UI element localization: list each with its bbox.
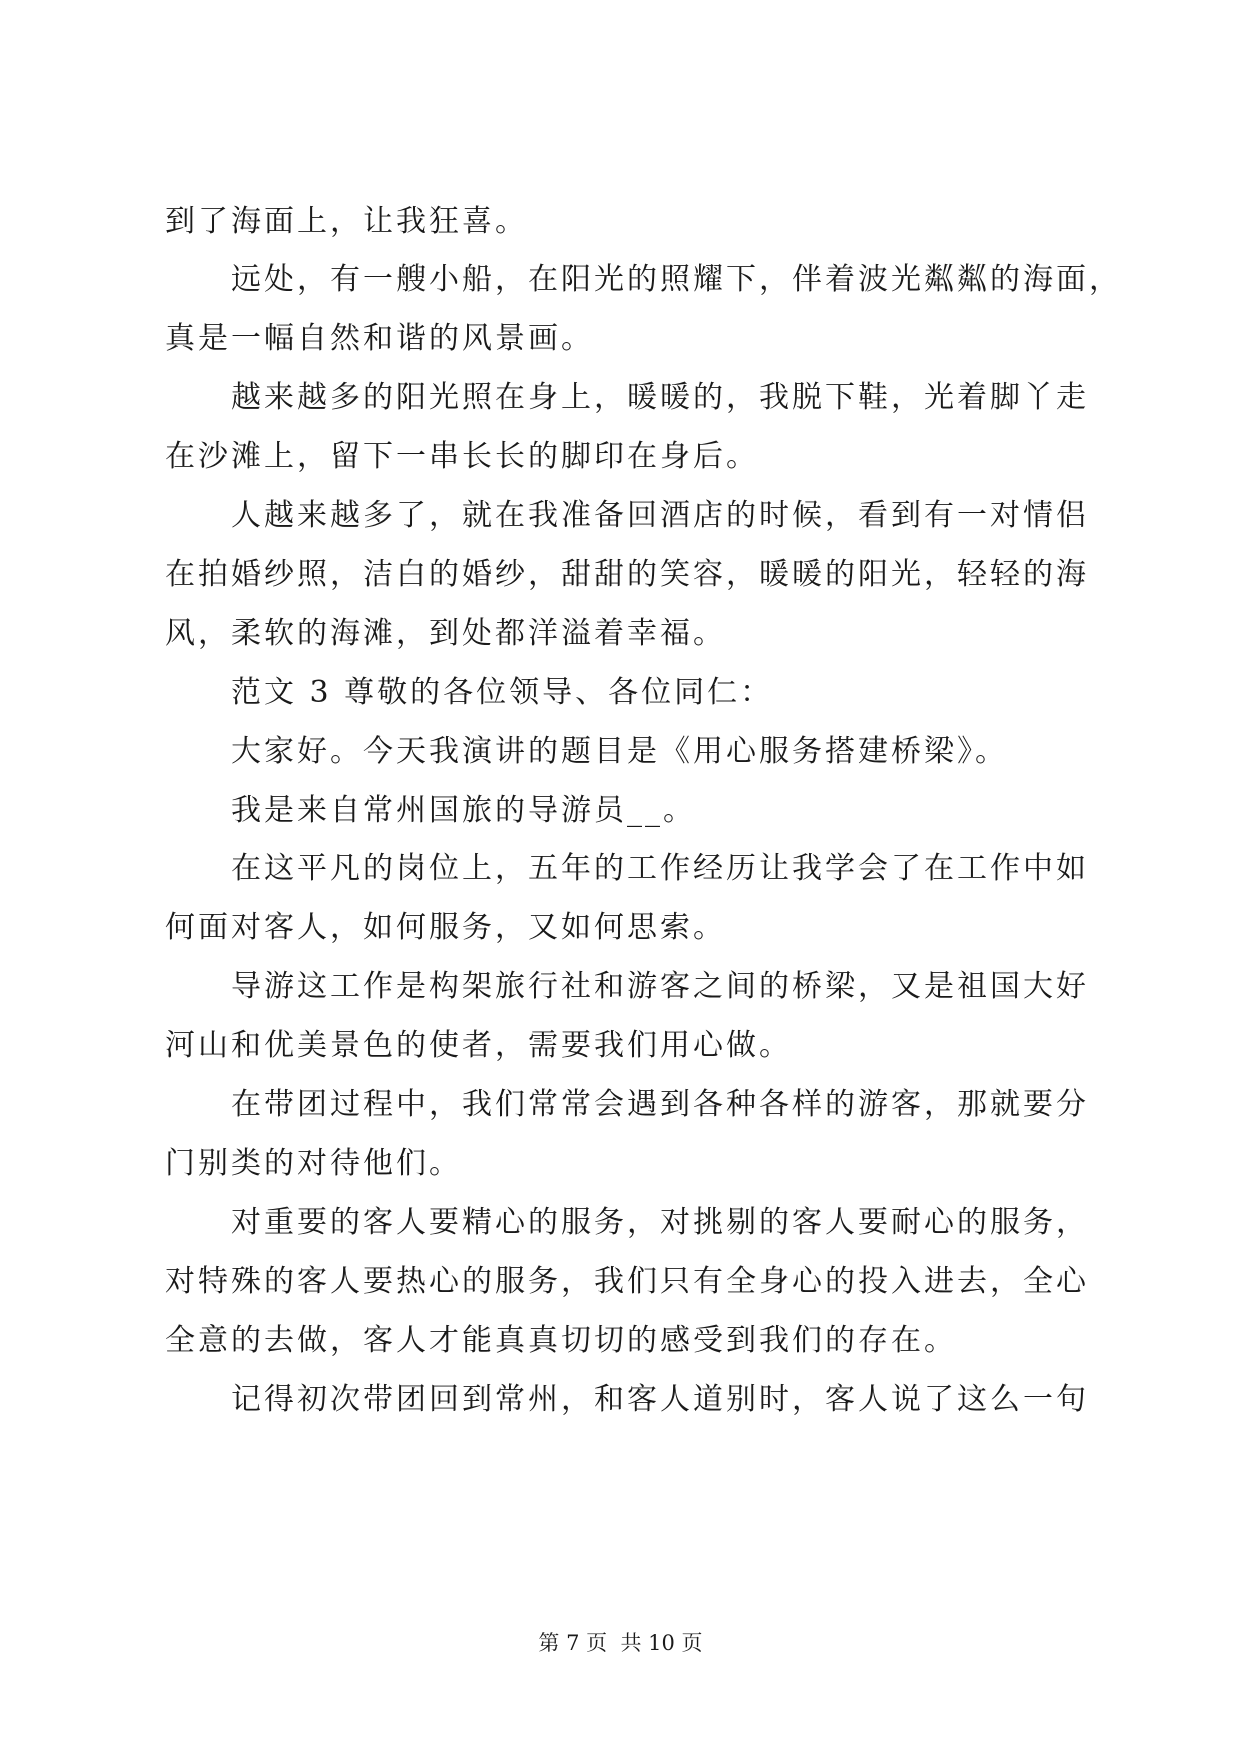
text-line: 人越来越多了，就在我准备回酒店的时候，看到有一对情侣 — [231, 498, 1089, 533]
text-line: 在拍婚纱照，洁白的婚纱，甜甜的笑容，暖暖的阳光，轻轻的海 — [165, 557, 1089, 592]
text-line: 对特殊的客人要热心的服务，我们只有全身心的投入进去，全心 — [165, 1264, 1089, 1299]
text-line: 风，柔软的海滩，到处都洋溢着幸福。 — [165, 616, 726, 651]
text-line: 门别类的对待他们。 — [165, 1146, 462, 1181]
text-line: 大家好。今天我演讲的题目是《用心服务搭建桥梁》。 — [231, 734, 1008, 769]
page-number: 第 7 页 共 10 页 — [538, 1631, 703, 1655]
text-line: 河山和优美景色的使者，需要我们用心做。 — [165, 1028, 792, 1063]
text-line: 越来越多的阳光照在身上，暖暖的，我脱下鞋，光着脚丫走 — [231, 380, 1089, 415]
text-line: 导游这工作是构架旅行社和游客之间的桥梁，又是祖国大好 — [231, 969, 1089, 1004]
text-line: 在带团过程中，我们常常会遇到各种各样的游客，那就要分 — [231, 1087, 1089, 1122]
text-line: 对重要的客人要精心的服务，对挑剔的客人要耐心的服务， — [231, 1205, 1089, 1240]
text-line: 何面对客人，如何服务，又如何思索。 — [165, 910, 726, 945]
text-line: 记得初次带团回到常州，和客人道别时，客人说了这么一句 — [231, 1382, 1089, 1417]
text-line: 在沙滩上，留下一串长长的脚印在身后。 — [165, 439, 759, 474]
text-line: 我是来自常州国旅的导游员__。 — [231, 793, 696, 828]
page-footer — [0, 1627, 1241, 1657]
text-line: 全意的去做，客人才能真真切切的感受到我们的存在。 — [165, 1323, 957, 1358]
text-line: 真是一幅自然和谐的风景画。 — [165, 321, 594, 356]
text-line: 范文 3 尊敬的各位领导、各位同仁： — [231, 675, 774, 710]
text-line: 在这平凡的岗位上，五年的工作经历让我学会了在工作中如 — [231, 851, 1089, 886]
text-line: 到了海面上，让我狂喜。 — [165, 204, 528, 239]
text-line: 远处，有一艘小船，在阳光的照耀下，伴着波光粼粼的海面， — [231, 262, 1122, 297]
